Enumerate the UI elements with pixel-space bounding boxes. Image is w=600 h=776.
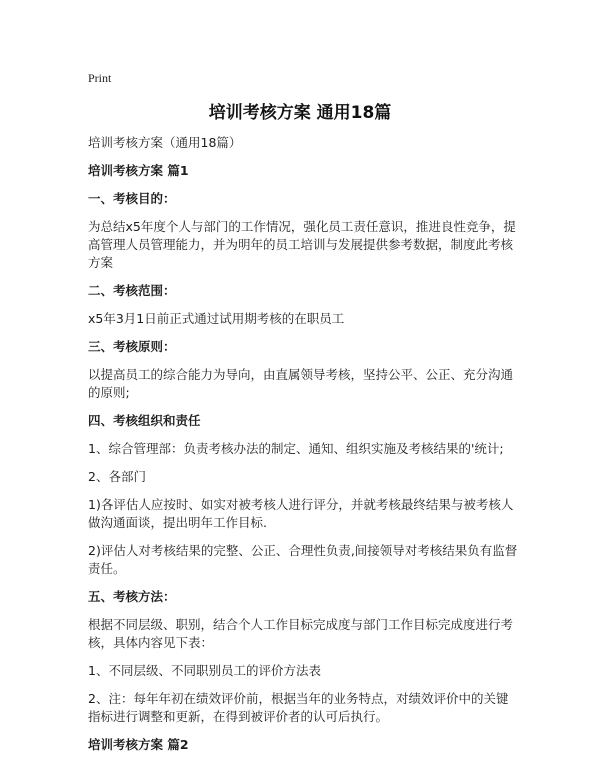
- paragraph-purpose: 为总结x5年度个人与部门的工作情况，强化员工责任意识，推进良性竞争，提高管理人员管理能力，并为明年的员工培训与发展提供参考数据，制度此考核方案: [88, 219, 516, 270]
- print-label: Print: [88, 71, 112, 85]
- paragraph-method-3: 2、注：每年年初在绩效评价前，根据当年的业务特点，对绩效评价中的关键指标进行调整和更新，在得到被评价者的认可后执行。: [88, 691, 509, 724]
- heading-scope: 二、考核范围：: [88, 283, 176, 298]
- paragraph-method-1: 根据不同层级、职别，结合个人工作目标完成度与部门工作目标完成度进行考核，具体内容见下表：: [88, 617, 514, 650]
- heading-principle: 三、考核原则：: [88, 339, 176, 354]
- paragraph-org-2: 2、各部门: [88, 469, 146, 484]
- paragraph-org-1: 1、综合管理部：负责考核办法的制定、通知、组织实施及考核结果的'统计;: [88, 441, 504, 456]
- paragraph-org-4: 2)评估人对考核结果的完整、公正、合理性负责,间接领导对考核结果负有监督责任。: [88, 543, 518, 576]
- document-title: 培训考核方案 通用18篇: [208, 103, 392, 123]
- heading-organization: 四、考核组织和责任: [88, 413, 201, 428]
- section-heading-2: 培训考核方案 篇2: [88, 737, 189, 752]
- paragraph-org-3: 1)各评估人应按时、如实对被考核人进行评分，并就考核最终结果与被考核人做沟通面谈，提出明年工作目标.: [88, 497, 514, 530]
- paragraph-scope: x5年3月1日前正式通过试用期考核的在职员工: [88, 311, 345, 326]
- paragraph-principle: 以提高员工的综合能力为导向，由直属领导考核，坚持公平、公正、充分沟通的原则;: [88, 367, 514, 400]
- heading-purpose: 一、考核目的：: [88, 191, 176, 206]
- paragraph-method-2: 1、不同层级、不同职别员工的评价方法表: [88, 663, 321, 678]
- document-subtitle: 培训考核方案（通用18篇）: [88, 135, 242, 150]
- section-heading-1: 培训考核方案 篇1: [88, 163, 189, 178]
- document-body: [88, 134, 518, 754]
- heading-method: 五、考核方法：: [88, 589, 176, 604]
